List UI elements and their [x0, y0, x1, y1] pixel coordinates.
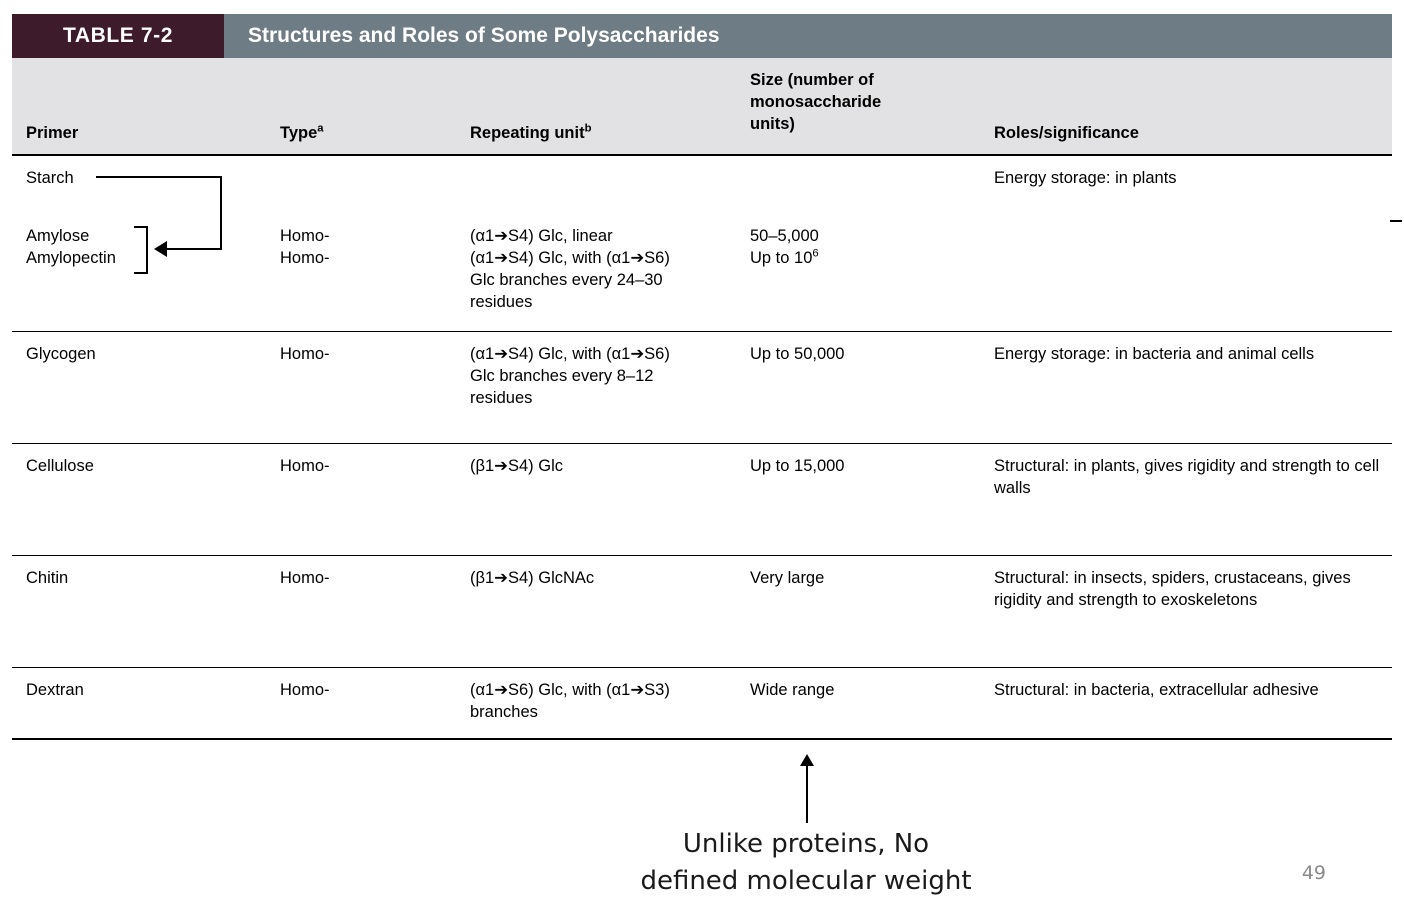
- annotation-line2: defined molecular weight: [640, 865, 972, 896]
- row-roles-starch: Energy storage: in plants: [994, 169, 1177, 187]
- row-repeating-unit-chitin: (β1➔S4) GlcNAc: [470, 569, 595, 587]
- column-header-type-footnote: a: [317, 122, 324, 135]
- row-repeating-unit-starch: [470, 226, 740, 314]
- repeating-unit-line2: Glc branches every 8–12: [470, 366, 654, 385]
- polysaccharides-table: [12, 14, 1392, 740]
- row-primer-chitin: Chitin: [26, 569, 69, 587]
- column-header-repeating-unit-label: Repeating unit: [470, 124, 585, 143]
- repeating-unit-line4: residues: [470, 292, 533, 311]
- row-primer-glycogen: Glycogen: [26, 345, 96, 363]
- size-line2-exponent: 6: [812, 247, 819, 260]
- table-row: [12, 444, 1392, 556]
- repeating-unit-line3: residues: [470, 388, 533, 407]
- table-header-row: [12, 58, 1392, 156]
- column-header-size: [750, 70, 940, 135]
- row-roles-cellulose: Structural: in plants, gives rigidity and strength to cell walls: [994, 457, 1380, 497]
- row-type-dextran: Homo-: [280, 681, 330, 699]
- column-header-type-label: Type: [280, 124, 318, 143]
- column-header-primer: Primer: [26, 124, 79, 143]
- repeating-unit-line1: (α1➔S6) Glc, with (α1➔S3): [470, 681, 670, 699]
- repeating-unit-line2: branches: [470, 702, 538, 721]
- column-header-roles: Roles/significance: [994, 124, 1139, 143]
- table-number-tag: TABLE 7-2: [12, 14, 224, 58]
- repeating-unit-line2: (α1➔S4) Glc, with (α1➔S6): [470, 248, 670, 267]
- column-header-size-line1: Size (number of: [750, 71, 874, 89]
- row-repeating-unit-cellulose: (β1➔S4) Glc: [470, 457, 563, 475]
- size-line1: 50–5,000: [750, 227, 819, 245]
- annotation-arrow-icon: [806, 765, 808, 823]
- column-header-type: [280, 123, 324, 145]
- annotation-text: [556, 826, 1056, 900]
- table-row: [12, 556, 1392, 668]
- row-primer-dextran: Dextran: [26, 681, 84, 699]
- row-type-chitin: Homo-: [280, 569, 330, 587]
- arrow-left-icon: [154, 241, 167, 257]
- size-line2-text: Up to 10: [750, 248, 813, 267]
- edge-tick-mark: [1390, 220, 1402, 222]
- row-size-dextran: Wide range: [750, 681, 835, 699]
- row-type-amylopectin: Homo-: [280, 249, 330, 267]
- size-line2: [750, 248, 980, 270]
- column-header-repeating-unit: [470, 123, 591, 145]
- column-header-size-line3: units): [750, 114, 795, 133]
- table-row: [12, 668, 1392, 740]
- table-title: Structures and Roles of Some Polysaccharides: [224, 14, 1392, 58]
- column-header-repeating-unit-footnote: b: [584, 122, 592, 135]
- table-row: [12, 156, 1392, 332]
- row-primer-amylopectin: Amylopectin: [26, 249, 116, 267]
- slide-page-number: 49: [1301, 862, 1326, 884]
- row-repeating-unit-glycogen: [470, 344, 742, 410]
- row-roles-dextran: Structural: in bacteria, extracellular adhesive: [994, 681, 1319, 699]
- row-roles-chitin: Structural: in insects, spiders, crustaceans, gives rigidity and strength to exoskeletons: [994, 569, 1351, 609]
- connector-line-bottom: [162, 248, 222, 250]
- repeating-unit-line3: Glc branches every 24–30: [470, 270, 663, 289]
- group-bracket: [134, 226, 148, 274]
- row-size-cellulose: Up to 15,000: [750, 457, 845, 475]
- row-type-amylose: Homo-: [280, 227, 330, 245]
- row-size-glycogen: Up to 50,000: [750, 345, 845, 363]
- connector-line-vertical: [220, 176, 222, 250]
- annotation-line1: Unlike proteins, No: [682, 829, 930, 859]
- row-type-glycogen: Homo-: [280, 345, 330, 363]
- row-repeating-unit-dextran: [470, 680, 742, 724]
- row-primer-amylose: Amylose: [26, 227, 90, 245]
- repeating-unit-line1: (α1➔S4) Glc, linear: [470, 227, 613, 245]
- table-title-bar: [12, 14, 1392, 58]
- column-header-size-line2: monosaccharide: [750, 92, 882, 111]
- row-primer-cellulose: Cellulose: [26, 457, 94, 475]
- row-primer-starch: Starch: [26, 169, 74, 187]
- row-type-cellulose: Homo-: [280, 457, 330, 475]
- row-size-starch: [750, 226, 980, 270]
- repeating-unit-line1: (α1➔S4) Glc, with (α1➔S6): [470, 345, 670, 363]
- row-size-chitin: Very large: [750, 569, 825, 587]
- row-roles-glycogen: Energy storage: in bacteria and animal cells: [994, 345, 1315, 363]
- table-row: [12, 332, 1392, 444]
- connector-line-top: [96, 176, 222, 178]
